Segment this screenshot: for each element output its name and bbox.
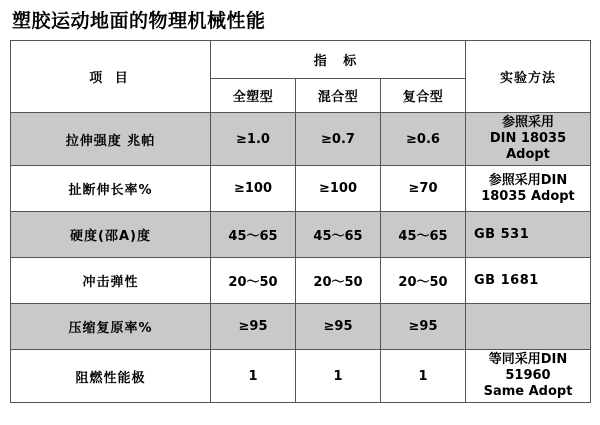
row-label: 拉伸强度 兆帕 bbox=[11, 113, 211, 166]
row-method bbox=[466, 304, 591, 350]
header-item: 项 目 bbox=[11, 41, 211, 113]
header-subcolumn-mixed: 混合型 bbox=[296, 79, 381, 113]
header-subcolumn-full-plastic: 全塑型 bbox=[211, 79, 296, 113]
row-method-line-2: 18035 Adopt bbox=[481, 188, 575, 204]
row-method bbox=[466, 350, 591, 403]
row-method-line-1: 参照采用DIN bbox=[488, 172, 568, 188]
row-method-line-1: GB 531 bbox=[474, 226, 530, 242]
row-label: 阻燃性能极 bbox=[11, 350, 211, 403]
row-value-full-plastic: ≥1.0 bbox=[211, 113, 296, 166]
row-value-mixed: ≥0.7 bbox=[296, 113, 381, 166]
row-value-composite: ≥95 bbox=[381, 304, 466, 350]
header-method: 实验方法 bbox=[466, 41, 591, 113]
row-value-mixed: 45～65 bbox=[296, 212, 381, 258]
row-method bbox=[466, 258, 591, 304]
row-method-line-2: DIN 18035 Adopt bbox=[489, 131, 567, 162]
row-label: 压缩复原率% bbox=[11, 304, 211, 350]
row-method-line-2: Same Adopt bbox=[483, 384, 573, 399]
row-method bbox=[466, 113, 591, 166]
table-row bbox=[11, 166, 591, 212]
page-title: 塑胶运动地面的物理机械性能 bbox=[12, 10, 266, 32]
table-row bbox=[11, 350, 591, 403]
row-value-composite: 45～65 bbox=[381, 212, 466, 258]
row-value-full-plastic: 45～65 bbox=[211, 212, 296, 258]
row-method-line-1: 参照采用 bbox=[501, 115, 554, 130]
row-value-composite: ≥0.6 bbox=[381, 113, 466, 166]
table-row bbox=[11, 113, 591, 166]
row-value-mixed: 20～50 bbox=[296, 258, 381, 304]
table-row bbox=[11, 258, 591, 304]
row-value-mixed: ≥95 bbox=[296, 304, 381, 350]
row-label: 冲击弹性 bbox=[11, 258, 211, 304]
row-method bbox=[466, 212, 591, 258]
row-value-mixed: ≥100 bbox=[296, 166, 381, 212]
table-row bbox=[11, 212, 591, 258]
row-value-composite: 1 bbox=[381, 350, 466, 403]
row-method-line-1: 等同采用DIN 51960 bbox=[488, 352, 568, 383]
row-label: 硬度(邵A)度 bbox=[11, 212, 211, 258]
row-method-line-1: GB 1681 bbox=[474, 272, 539, 288]
spec-table bbox=[10, 40, 591, 403]
row-value-mixed: 1 bbox=[296, 350, 381, 403]
row-value-full-plastic: 20～50 bbox=[211, 258, 296, 304]
table-header-row-1 bbox=[11, 41, 591, 79]
row-value-composite: 20～50 bbox=[381, 258, 466, 304]
header-subcolumn-composite: 复合型 bbox=[381, 79, 466, 113]
row-value-full-plastic: ≥100 bbox=[211, 166, 296, 212]
row-value-composite: ≥70 bbox=[381, 166, 466, 212]
table-row bbox=[11, 304, 591, 350]
header-index: 指 标 bbox=[211, 41, 466, 79]
row-value-full-plastic: 1 bbox=[211, 350, 296, 403]
row-value-full-plastic: ≥95 bbox=[211, 304, 296, 350]
row-label: 扯断伸长率% bbox=[11, 166, 211, 212]
row-method bbox=[466, 166, 591, 212]
